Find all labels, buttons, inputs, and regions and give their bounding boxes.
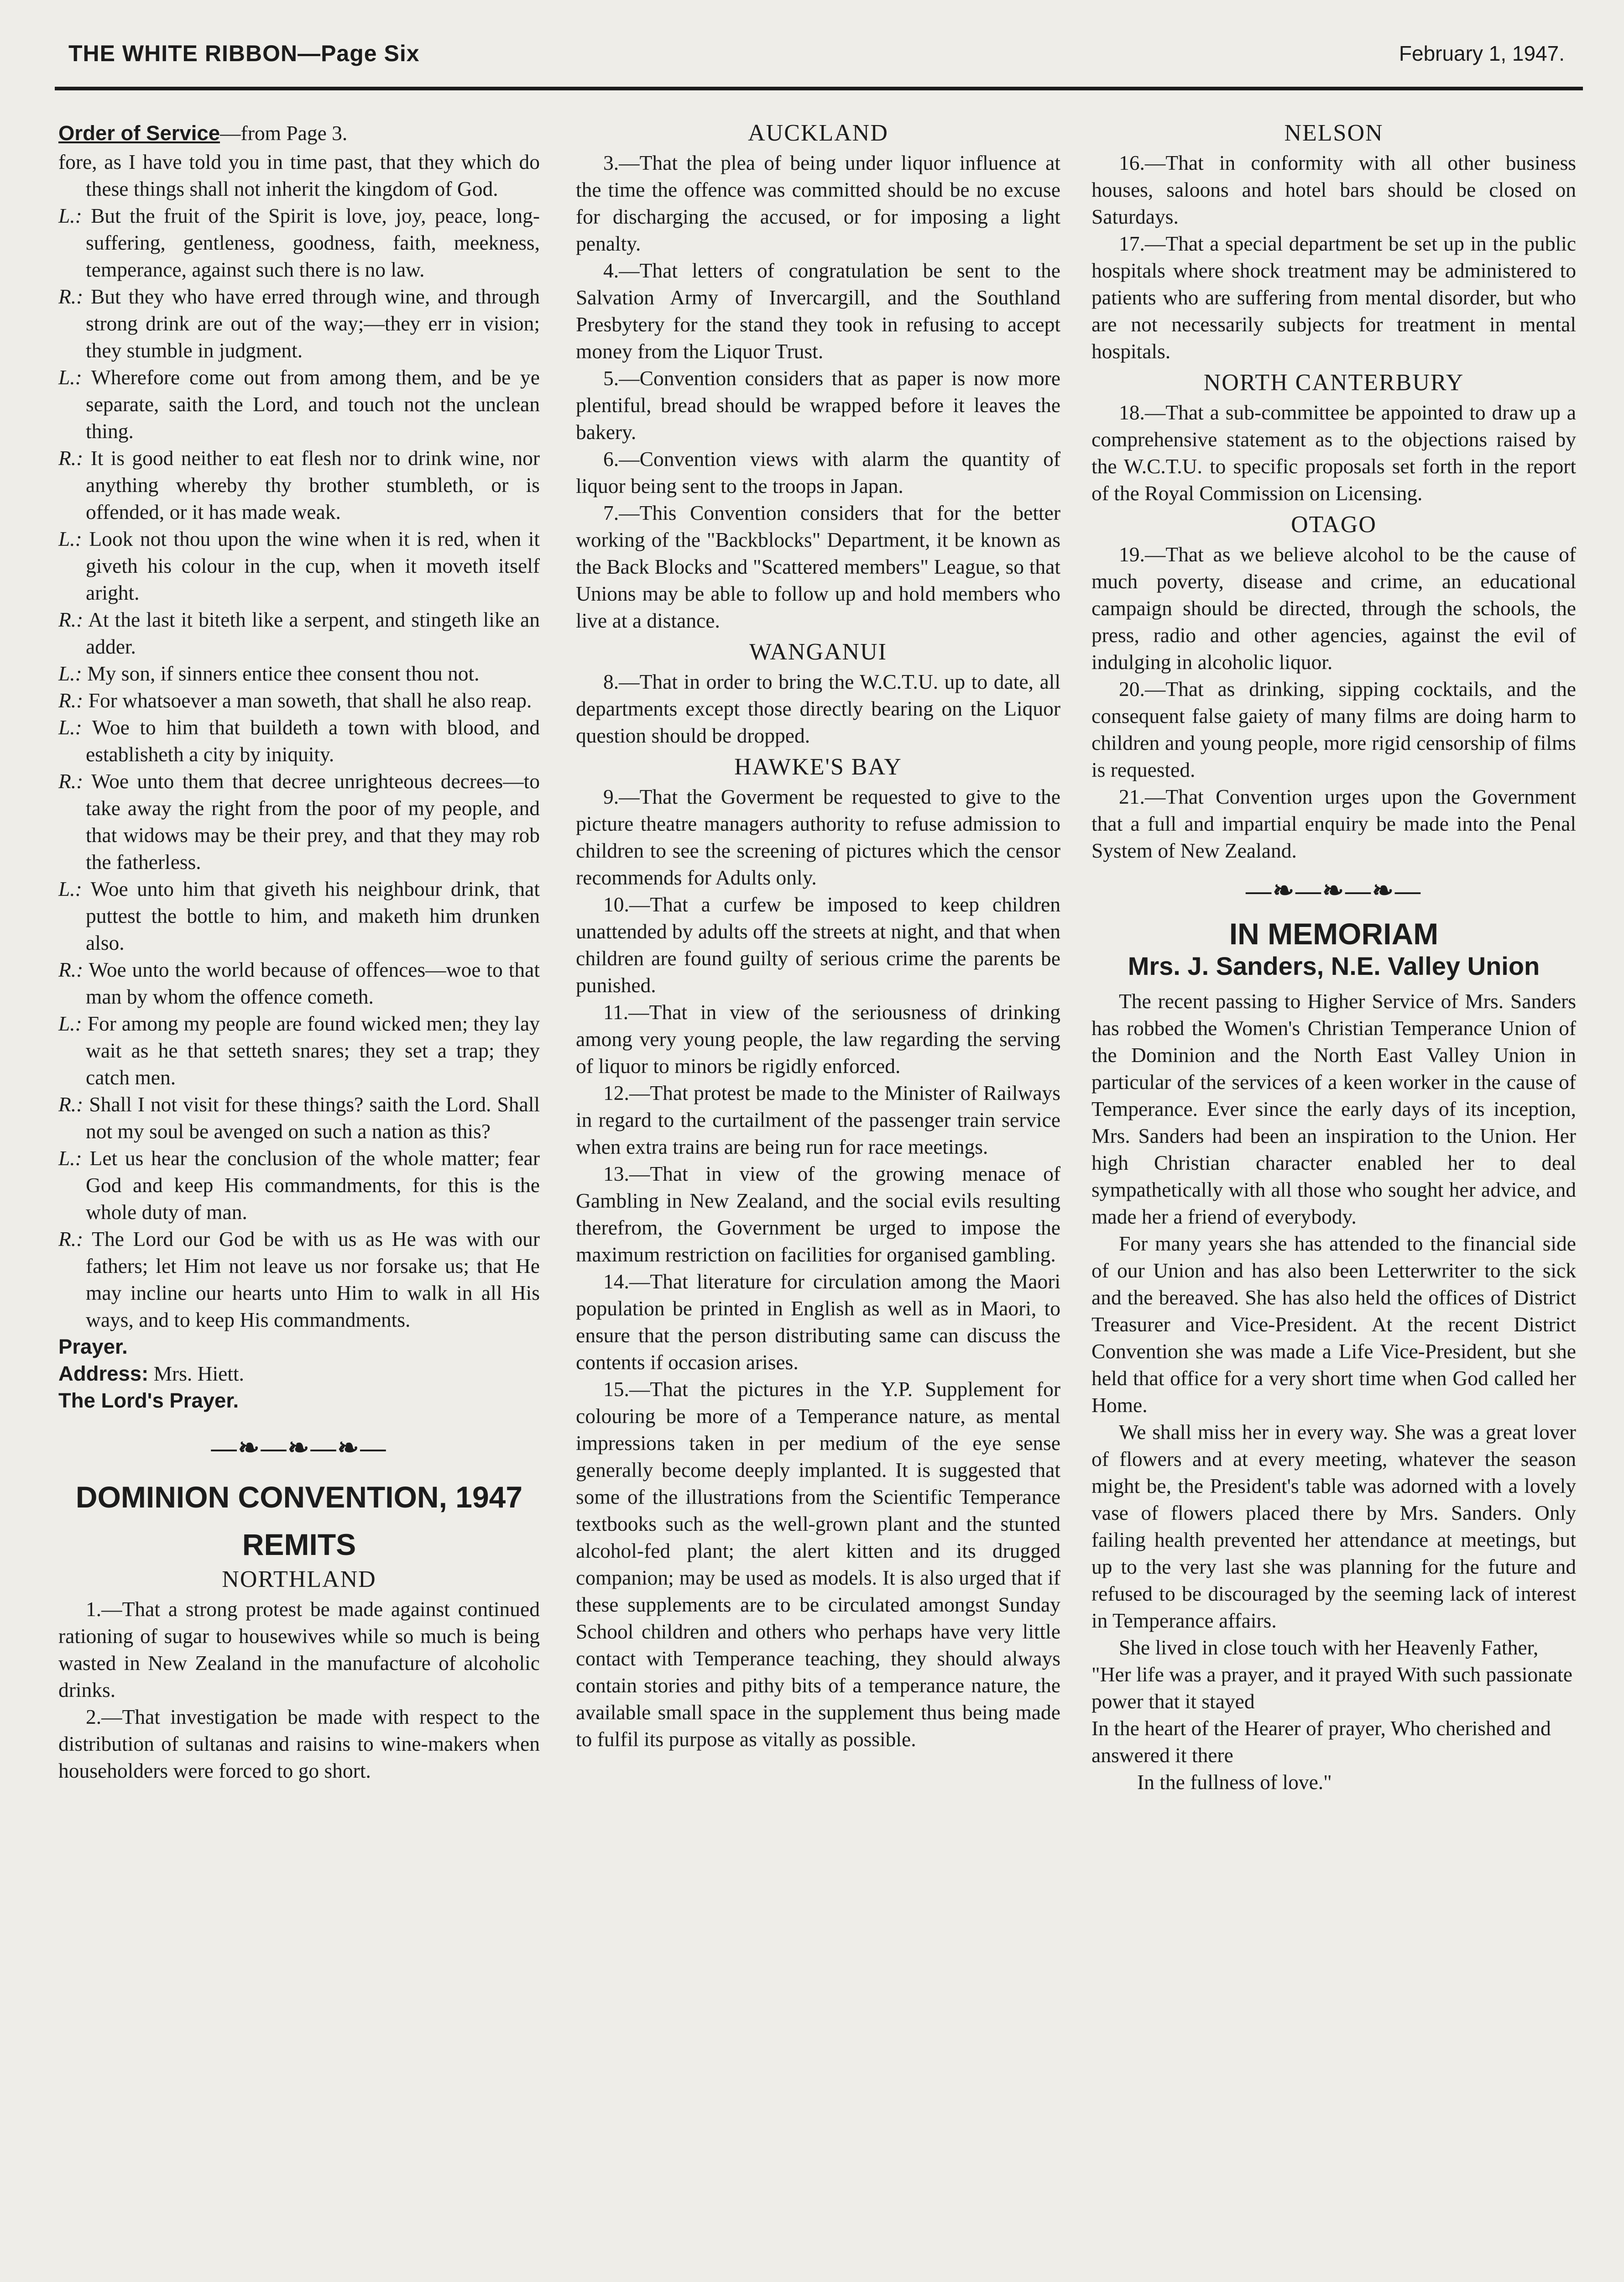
speaker-label: R.: [58,958,84,981]
litany-response [58,606,540,660]
litany-response [58,364,540,445]
litany-response [58,525,540,606]
address-line [58,1360,540,1387]
prayer-line: Prayer. [58,1335,128,1358]
poem-line-1: "Her life was a prayer, and it prayed With such passionate power that it stayed [1091,1663,1572,1713]
region-wanganui: WANGANUI [749,639,887,665]
remit-17: 17.—That a special department be set up in the public hospitals where shock treatment may be administered to patients who are suffering from mental disorder, but who are not necessarily subjects for treatment in mental hospitals. [1091,232,1576,363]
lords-prayer-line: The Lord's Prayer. [58,1389,239,1412]
remit-19: 19.—That as we believe alcohol to be the cause of much poverty, disease and crime, an educational campaign should be directed, through the schools, the press, radio and other agencies, against the evil of indulging in alcoholic liquor. [1091,543,1576,674]
column-2 [576,120,1060,1753]
response-text: Woe unto him that giveth his neighbour drink, that puttest the bottle to him, and maketh him drunken also. [86,877,540,954]
memoriam-paragraph-3: We shall miss her in every way. She was a great lover of flowers and at every meeting, whatever the season might be, the President's table was adorned with a lovely vase of flowers placed there by Mrs. Sanders. Only failing health prevented her attendance at meetings, but up to the very last she was planning for the future and refused to be discouraged by the seeming lack of interest in Temperance affairs. [1091,1420,1576,1632]
speaker-label: L.: [58,1012,82,1035]
speaker-label: R.: [58,608,84,631]
memoriam-paragraph-4: She lived in close touch with her Heavenly Father, [1119,1636,1539,1659]
response-text: Wherefore come out from among them, and be ye separate, saith the Lord, and touch not the unclean thing. [86,366,540,443]
region-north-canterbury: NORTH CANTERBURY [1203,370,1464,396]
speaker-label: L.: [58,366,82,389]
response-text: For whatsoever a man soweth, that shall he also reap. [88,689,532,712]
litany-response [58,687,540,714]
response-text: Look not thou upon the wine when it is red, when it giveth his colour in the cup, when it moveth itself aright. [86,527,540,604]
remit-13: 13.—That in view of the growing menace of Gambling in New Zealand, and the social evils resulting therefrom, the Government be urged to impose the maximum restriction on facilities for organised gambling. [576,1162,1060,1266]
remit-5: 5.—Convention considers that as paper is now more plentiful, bread should be wrapped before it leaves the bakery. [576,366,1060,444]
response-text: But they who have erred through wine, and through strong drink are out of the way;—they err in vision; they stumble in judgment. [86,285,540,362]
memoriam-subtitle: Mrs. J. Sanders, N.E. Valley Union [1128,952,1540,980]
speaker-label: R.: [58,689,84,712]
remit-18: 18.—That a sub-committee be appointed to draw up a comprehensive statement as to the objections raised by the W.C.T.U. to specific proposals set forth in the report of the Royal Commission on Licensing. [1091,401,1576,505]
response-text: It is good neither to eat flesh nor to drink wine, nor anything whereby thy brother stumbleth, or is offended, or it has made weak. [86,446,540,523]
column-1 [58,120,540,1784]
remits-title: REMITS [242,1528,356,1561]
region-northland: NORTHLAND [222,1566,376,1592]
litany-response [58,875,540,956]
remit-12: 12.—That protest be made to the Minister of Railways in regard to the curtailment of the passenger train service when extra trains are being run for race meetings. [576,1081,1060,1158]
speaker-label: L.: [58,662,82,685]
litany-response [58,202,540,283]
response-text: But the fruit of the Spirit is love, joy, peace, long-suffering, gentleness, goodness, faith, meekness, temperance, against such there is no law. [86,204,540,281]
response-text: Woe to him that buildeth a town with blood, and establisheth a city by iniquity. [86,716,540,766]
response-text: The Lord our God be with us as He was with our fathers; let Him not leave us nor forsake us; that He may incline our hearts unto Him to walk in all His ways, and to keep His commandments. [86,1227,540,1331]
litany-response [58,1010,540,1091]
running-title: THE WHITE RIBBON—Page Six [68,41,420,66]
address-label: Address: [58,1362,149,1385]
ornament-divider: —❧—❧—❧— [211,1434,387,1462]
speaker-label: R.: [58,1227,84,1251]
litany-response [58,714,540,768]
litany-response [58,768,540,875]
remit-8: 8.—That in order to bring the W.C.T.U. up to date, all departments except those directly bearing on the Liquor question should be dropped. [576,670,1060,747]
remit-9: 9.—That the Goverment be requested to give to the picture theatre managers authority to refuse admission to children to see the screening of pictures which the censor recommends for Adults only. [576,785,1060,889]
region-nelson: NELSON [1284,120,1384,146]
order-of-service-title: Order of Service [58,121,220,145]
order-of-service-heading [58,120,540,147]
litany-response [58,1225,540,1333]
poem-line-2: In the heart of the Hearer of prayer, Who cherished and answered it there [1091,1717,1551,1767]
page-header [68,37,1565,69]
response-text: At the last it biteth like a serpent, and stingeth like an adder. [86,608,540,658]
convention-title: DOMINION CONVENTION, 1947 [75,1480,523,1514]
region-hawkes-bay: HAWKE'S BAY [734,754,902,780]
litany-response [58,660,540,687]
remit-4: 4.—That letters of congratulation be sent to the Salvation Army of Invercargill, and the Southland Presbytery for the stand they took in refusing to accept money from the Liquor Trust. [576,259,1060,363]
speaker-label: L.: [58,204,82,227]
ornament-divider: —❧—❧—❧— [1246,877,1422,905]
memoriam-paragraph-2: For many years she has attended to the financial side of our Union and has also been Letterwriter to the sick and the bereaved. She has also held the offices of District Treasurer and Vice-President. At the recent District Convention she was made a Life Vice-President, but she held that office for a very short time when God called her Home. [1091,1232,1576,1417]
responses-list [58,202,540,1333]
address-name: Mrs. Hiett. [153,1362,245,1385]
remit-14: 14.—That literature for circulation among the Maori population be printed in English as well as in Maori, to ensure that the person distributing same can discuss the contents if occasion arises. [576,1270,1060,1374]
response-text: For among my people are found wicked men; they lay wait as he that setteth snares; they set a trap; they catch men. [86,1012,540,1089]
remit-15: 15.—That the pictures in the Y.P. Supplement for colouring be more of a Temperance nature, as mental impressions taken in per medium of the eye sense generally become deeply implanted. It is suggested that some of the illustrations from the Scientific Temperance textbooks such as the well-grown plant and the stunted alcohol-fed plant; the alert kitten and its drugged companion; may be used as models. It is also urged that if these supplements are to be circulated amongst Sunday School children and others who perhaps have very little contact with Temperance teaching, they should always contain stories and pithy bits of a temperance nature, the available small space in the supplement thus being made to fulfil its purpose as vitally as possible. [576,1377,1060,1751]
memorial-poem [1091,1661,1576,1795]
remit-21: 21.—That Convention urges upon the Government that a full and impartial enquiry be made into the Penal System of New Zealand. [1091,785,1576,862]
remit-6: 6.—Convention views with alarm the quantity of liquor being sent to the troops in Japan. [576,447,1060,497]
memoriam-paragraph-1: The recent passing to Higher Service of Mrs. Sanders has robbed the Women's Christian Temperance Union of the Dominion and the North East Valley Union in particular of the services of a keen worker in the cause of Temperance. Ever since the early days of its inception, Mrs. Sanders had been an inspiration to the Union. Her high Christian character enabled her to deal sympathetically with all those who sought her advice, and made her a friend of everybody. [1091,989,1576,1228]
remit-20: 20.—That as drinking, sipping cocktails, and the consequent false gaiety of many films are doing harm to children and young people, more rigid censorship of films is requested. [1091,677,1576,781]
speaker-label: L.: [58,716,82,739]
litany-response [58,956,540,1010]
litany-response [58,283,540,364]
response-text: Woe unto them that decree unrighteous decrees—to take away the right from the poor of my people, and that widows may be their prey, and that they may rob the fatherless. [86,769,540,874]
memoriam-title: IN MEMORIAM [1229,917,1439,951]
speaker-label: L.: [58,1146,82,1170]
response-text: Let us hear the conclusion of the whole matter; fear God and keep His commandments, for this is the whole duty of man. [86,1146,540,1224]
issue-date: February 1, 1947. [1399,42,1565,65]
service-opening: fore, as I have told you in time past, that they which do these things shall not inherit the kingdom of God. [58,150,540,200]
response-text: My son, if sinners entice thee consent thou not. [87,662,480,685]
remit-16: 16.—That in conformity with all other business houses, saloons and hotel bars should be closed on Saturdays. [1091,151,1576,228]
speaker-label: R.: [58,446,84,470]
response-text: Shall I not visit for these things? saith the Lord. Shall not my soul be avenged on such a nation as this? [86,1093,540,1143]
region-auckland: AUCKLAND [748,120,888,146]
remit-11: 11.—That in view of the seriousness of drinking among very young people, the law regarding the serving of liquor to minors be rigidly enforced. [576,1000,1060,1078]
speaker-label: R.: [58,769,84,793]
litany-response [58,1091,540,1145]
remit-2: 2.—That investigation be made with respect to the distribution of sultanas and raisins to wine-makers when householders were forced to go short. [58,1705,540,1782]
column-3 [1091,120,1576,1795]
poem-line-3: In the fullness of love." [1137,1770,1332,1794]
litany-response [58,445,540,525]
remit-7: 7.—This Convention considers that for the better working of the "Backblocks" Department, it be known as the Back Blocks and "Scattered members" League, so that Unions may be able to follow up and hold members who live at a distance. [576,501,1060,632]
response-text: Woe unto the world because of offences—woe to that man by whom the offence cometh. [86,958,540,1008]
speaker-label: R.: [58,285,84,308]
litany-response [58,1145,540,1225]
continued-from: —from Page 3. [220,121,348,145]
remit-3: 3.—That the plea of being under liquor influence at the time the offence was committed should be no excuse for discharging the accused, or for imposing a light penalty. [576,151,1060,255]
header-rule [55,87,1583,90]
region-otago: OTAGO [1291,512,1377,538]
remit-1: 1.—That a strong protest be made against continued rationing of sugar to housewives while so much is being wasted in New Zealand in the manufacture of alcoholic drinks. [58,1597,540,1701]
speaker-label: L.: [58,527,82,550]
speaker-label: R.: [58,1093,84,1116]
speaker-label: L.: [58,877,82,900]
remit-10: 10.—That a curfew be imposed to keep children unattended by adults off the streets at night, and that when children are found guilty of serious crime the parents be punished. [576,893,1060,997]
